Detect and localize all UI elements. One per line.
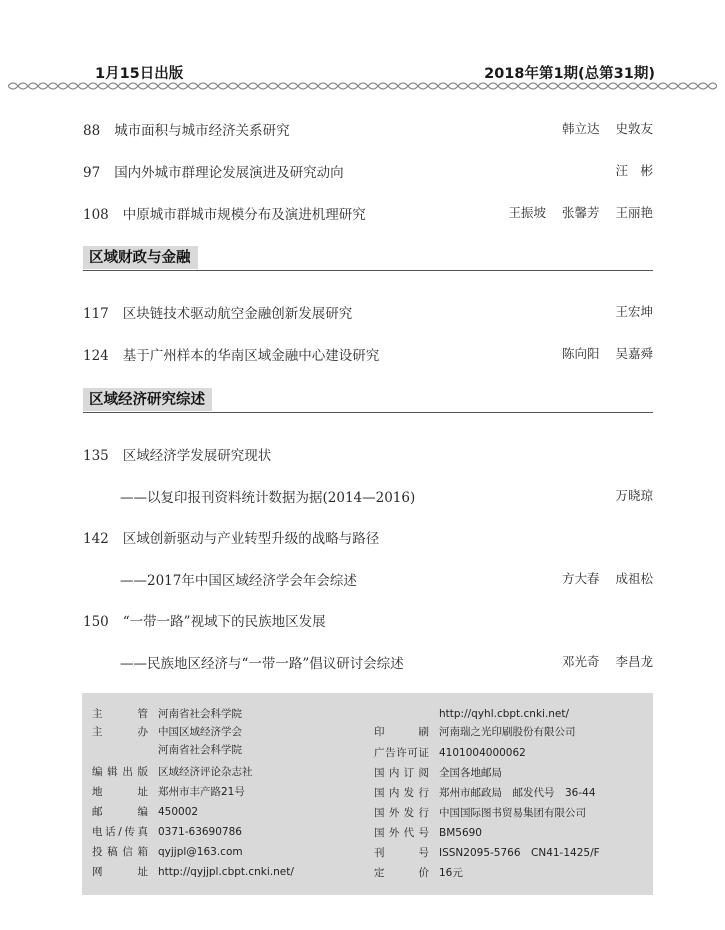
- toc-entry-88[interactable]: [83, 119, 653, 141]
- authors: [599, 302, 653, 320]
- toc-entry-108[interactable]: [83, 203, 653, 225]
- page-number: 124: [83, 348, 109, 364]
- article-subtitle: ——民族地区经济与“一带一路”倡议研讨会综述: [120, 656, 404, 672]
- section-header-finance: [83, 246, 653, 271]
- author: 张馨芳: [561, 205, 600, 220]
- article-title: 区域经济学发展研究现状: [122, 448, 272, 464]
- author: 李昌龙: [615, 654, 653, 669]
- info-submission-email: 投稿信箱 qyjjpl@163.com: [92, 846, 243, 858]
- author: 韩立达: [561, 121, 600, 136]
- info-issn: 刊 号 ISSN2095-5766 CN41-1425/F: [374, 847, 600, 859]
- article-title: 基于广州样本的华南区域金融中心建设研究: [122, 348, 380, 364]
- publication-info-box: [82, 693, 653, 895]
- email-link[interactable]: qyjjpl@163.com: [158, 846, 243, 858]
- article-title: 城市面积与城市经济关系研究: [114, 123, 290, 139]
- author: 汪 彬: [615, 163, 653, 178]
- authors: [546, 119, 653, 137]
- article-title: “一带一路”视域下的民族地区发展: [122, 614, 326, 630]
- page-number: 142: [83, 531, 109, 547]
- author: 成祖松: [615, 571, 653, 586]
- info-price: 定 价 16元: [374, 867, 463, 879]
- authors: [492, 203, 653, 221]
- page-number: 117: [83, 306, 109, 322]
- info-website: 网 址 http://qyjjpl.cbpt.cnki.net/: [92, 866, 294, 878]
- info-website-2: [374, 707, 569, 721]
- info-foreign-distribution: 国外发行 中国国际图书贸易集团有限公司: [374, 807, 586, 819]
- info-address: 地 址 郑州市丰产路21号: [92, 786, 245, 798]
- website-link[interactable]: http://qyjjpl.cbpt.cnki.net/: [158, 866, 294, 878]
- page-number: 108: [83, 207, 109, 223]
- info-foreign-code: 国外代号 BM5690: [374, 827, 482, 839]
- publish-date: 1月15日出版: [95, 66, 184, 82]
- info-ad-license: 广告许可证 4101004000062: [374, 747, 526, 759]
- decorative-wave-divider: [8, 80, 717, 92]
- info-editor-publisher: 编辑出版 区域经济评论杂志社: [92, 766, 253, 778]
- info-postcode: 邮 编 450002: [92, 806, 199, 818]
- author: 王宏坤: [615, 304, 653, 319]
- author: 王振坡: [508, 205, 546, 220]
- info-supervisor: 主 管 河南省社会科学院: [92, 708, 242, 720]
- info-sponsor: 主 办 中国区域经济学会: [92, 726, 242, 738]
- article-title: 区域创新驱动与产业转型升级的战略与路径: [122, 531, 380, 547]
- info-domestic-distribution: 国内发行 郑州市邮政局 邮发代号 36-44: [374, 787, 596, 799]
- info-sponsor-2: 河南省社会科学院: [158, 744, 242, 756]
- page-number: 97: [83, 165, 101, 181]
- authors: [546, 652, 653, 670]
- toc-entry-150[interactable]: [83, 610, 653, 632]
- info-printer: 印 刷 河南瑞之光印刷股份有限公司: [374, 726, 576, 738]
- info-domestic-subscription: 国内订阅 全国各地邮局: [374, 767, 502, 779]
- author: 万晓琼: [615, 488, 653, 503]
- section-title: 区域经济研究综述: [83, 388, 212, 411]
- article-title: 中原城市群城市规模分布及演进机理研究: [122, 207, 366, 223]
- issue-number: 2018年第1期(总第31期): [484, 66, 655, 82]
- toc-entry-142-subtitle[interactable]: [120, 569, 653, 591]
- toc-entry-117[interactable]: [83, 302, 653, 324]
- authors: [546, 569, 653, 587]
- article-title: 区块链技术驱动航空金融创新发展研究: [122, 306, 353, 322]
- author: 陈向阳: [561, 346, 600, 361]
- page-number: 88: [83, 123, 101, 139]
- article-subtitle: ——2017年中国区域经济学会年会综述: [120, 573, 357, 589]
- page-number: 135: [83, 448, 109, 464]
- author: 王丽艳: [615, 205, 653, 220]
- author: 方大春: [561, 571, 600, 586]
- toc-entry-135[interactable]: [83, 444, 653, 466]
- toc-entry-124[interactable]: [83, 344, 653, 366]
- toc-entry-135-subtitle[interactable]: [120, 486, 653, 508]
- section-header-review: [83, 388, 653, 413]
- authors: [599, 486, 653, 504]
- article-subtitle: ——以复印报刊资料统计数据为据(2014—2016): [120, 490, 416, 506]
- toc-entry-150-subtitle[interactable]: [120, 652, 653, 674]
- website-link-2[interactable]: http://qyhl.cbpt.cnki.net/: [439, 708, 570, 720]
- section-title: 区域财政与金融: [83, 246, 198, 269]
- info-phone-fax: 电话/传真 0371-63690786: [92, 826, 242, 838]
- authors: [546, 344, 653, 362]
- author: 吴嘉舜: [615, 346, 653, 361]
- toc-entry-142[interactable]: [83, 527, 653, 549]
- page-number: 150: [83, 614, 109, 630]
- authors: [599, 161, 653, 179]
- article-title: 国内外城市群理论发展演进及研究动向: [114, 165, 344, 181]
- author: 邓光奇: [561, 654, 600, 669]
- toc-entry-97[interactable]: [83, 161, 653, 183]
- author: 史敦友: [615, 121, 653, 136]
